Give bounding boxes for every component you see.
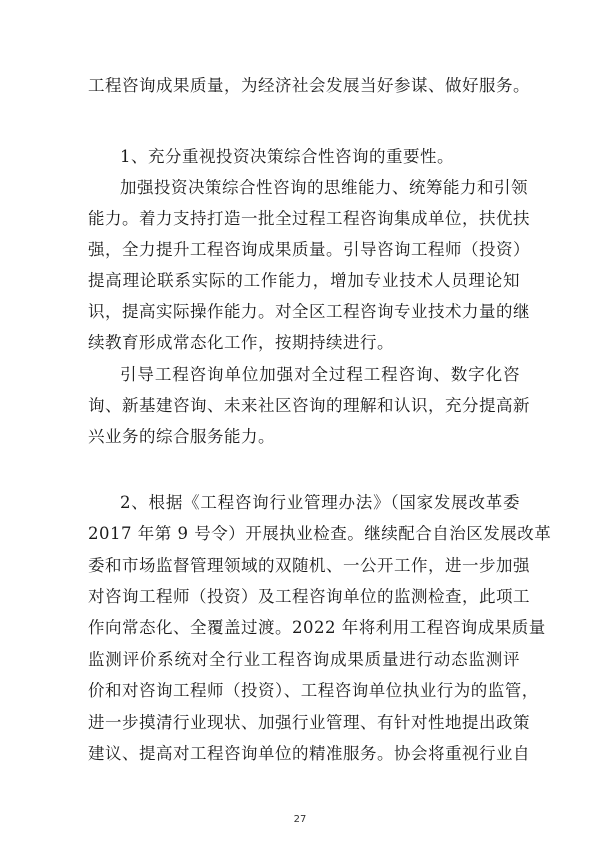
page-number: 27 [293, 814, 307, 825]
text-line-6: 提高理论联系实际的工作能力，增加专业技术人员理论知 [88, 271, 520, 290]
text-line-18: 价和对咨询工程师（投资）、工程咨询单位执业行为的监管， [88, 681, 539, 700]
text-line-1: 工程咨询成果质量，为经济社会发展当好参谋、做好服务。 [88, 76, 530, 95]
text-line-16: 作向常态化、全覆盖过渡。2022 年将利用工程咨询成果质量 [88, 618, 546, 637]
text-line-15: 对咨询工程师（投资）及工程咨询单位的监测检查，此项工 [88, 587, 530, 606]
text-line-17: 监测评价系统对全行业工程咨询成果质量进行动态监测评 [88, 650, 520, 669]
text-line-11: 兴业务的综合服务能力。 [88, 427, 275, 446]
text-line-10: 询、新基建咨询、未来社区咨询的理解和认识，充分提高新 [88, 396, 530, 415]
text-line-9: 引导工程咨询单位加强对全过程工程咨询、数字化咨 [120, 365, 520, 384]
text-line-4: 能力。着力支持打造一批全过程工程咨询集成单位，扶优扶 [88, 209, 530, 228]
text-line-3: 加强投资决策综合性咨询的思维能力、统筹能力和引领 [120, 178, 528, 197]
text-line-13: 2017 年第 9 号令）开展执业检查。继续配合自治区发展改革 [88, 524, 552, 543]
text-line-7: 识，提高实际操作能力。对全区工程咨询专业技术力量的继 [88, 302, 530, 321]
text-line-19: 进一步摸清行业现状、加强行业管理、有针对性地提出政策 [88, 713, 530, 732]
section-heading-1: 1、充分重视投资决策综合性咨询的重要性。 [120, 147, 454, 166]
text-line-20: 建议、提高对工程咨询单位的精准服务。协会将重视行业自 [88, 744, 530, 763]
text-line-14: 委和市场监督管理领域的双随机、一公开工作，进一步加强 [88, 556, 530, 575]
text-line-8: 续教育形成常态化工作，按期持续进行。 [88, 333, 394, 352]
section-heading-2: 2、根据《工程咨询行业管理办法》（国家发展改革委 [120, 493, 520, 512]
text-line-5: 强，全力提升工程咨询成果质量。引导咨询工程师（投资） [88, 240, 530, 259]
